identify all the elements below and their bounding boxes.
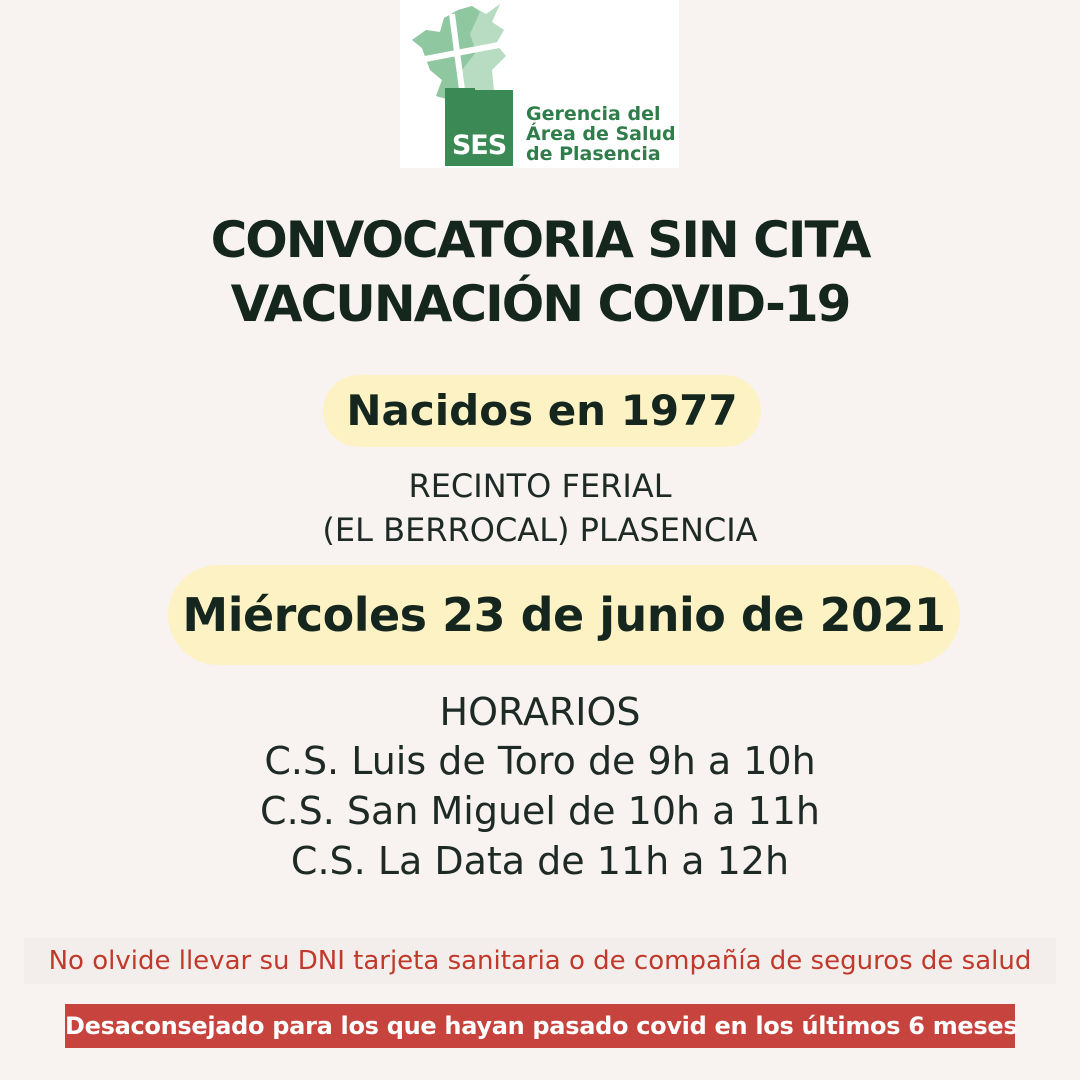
schedule-item: C.S. Luis de Toro de 9h a 10h xyxy=(264,739,816,783)
date-text: Miércoles 23 de junio de 2021 xyxy=(182,588,946,642)
logo-line: Área de Salud xyxy=(526,123,676,145)
location-line-2: (EL BERROCAL) PLASENCIA xyxy=(322,511,758,549)
location-line-1: RECINTO FERIAL xyxy=(408,467,672,505)
schedule-item: C.S. La Data de 11h a 12h xyxy=(290,839,790,883)
schedule-heading: HORARIOS xyxy=(439,690,641,734)
notice-text: No olvide llevar su DNI tarjeta sanitaria o de compañía de seguros de salud xyxy=(24,938,1056,984)
logo-abbr: SES xyxy=(451,130,507,161)
ses-logo xyxy=(400,0,679,168)
title-line-1: CONVOCATORIA SIN CITA xyxy=(210,211,870,269)
cohort-badge xyxy=(323,375,761,447)
logo-line: de Plasencia xyxy=(526,143,661,165)
title-line-2: VACUNACIÓN COVID-19 xyxy=(230,275,850,333)
cohort-text: Nacidos en 1977 xyxy=(346,386,738,435)
logo-text xyxy=(526,104,676,164)
schedule-item: C.S. San Miguel de 10h a 11h xyxy=(260,789,820,833)
date-badge xyxy=(168,565,960,665)
warning-banner: Desaconsejado para los que hayan pasado covid en los últimos 6 meses xyxy=(65,1004,1015,1048)
logo-line: Gerencia del xyxy=(526,103,661,125)
